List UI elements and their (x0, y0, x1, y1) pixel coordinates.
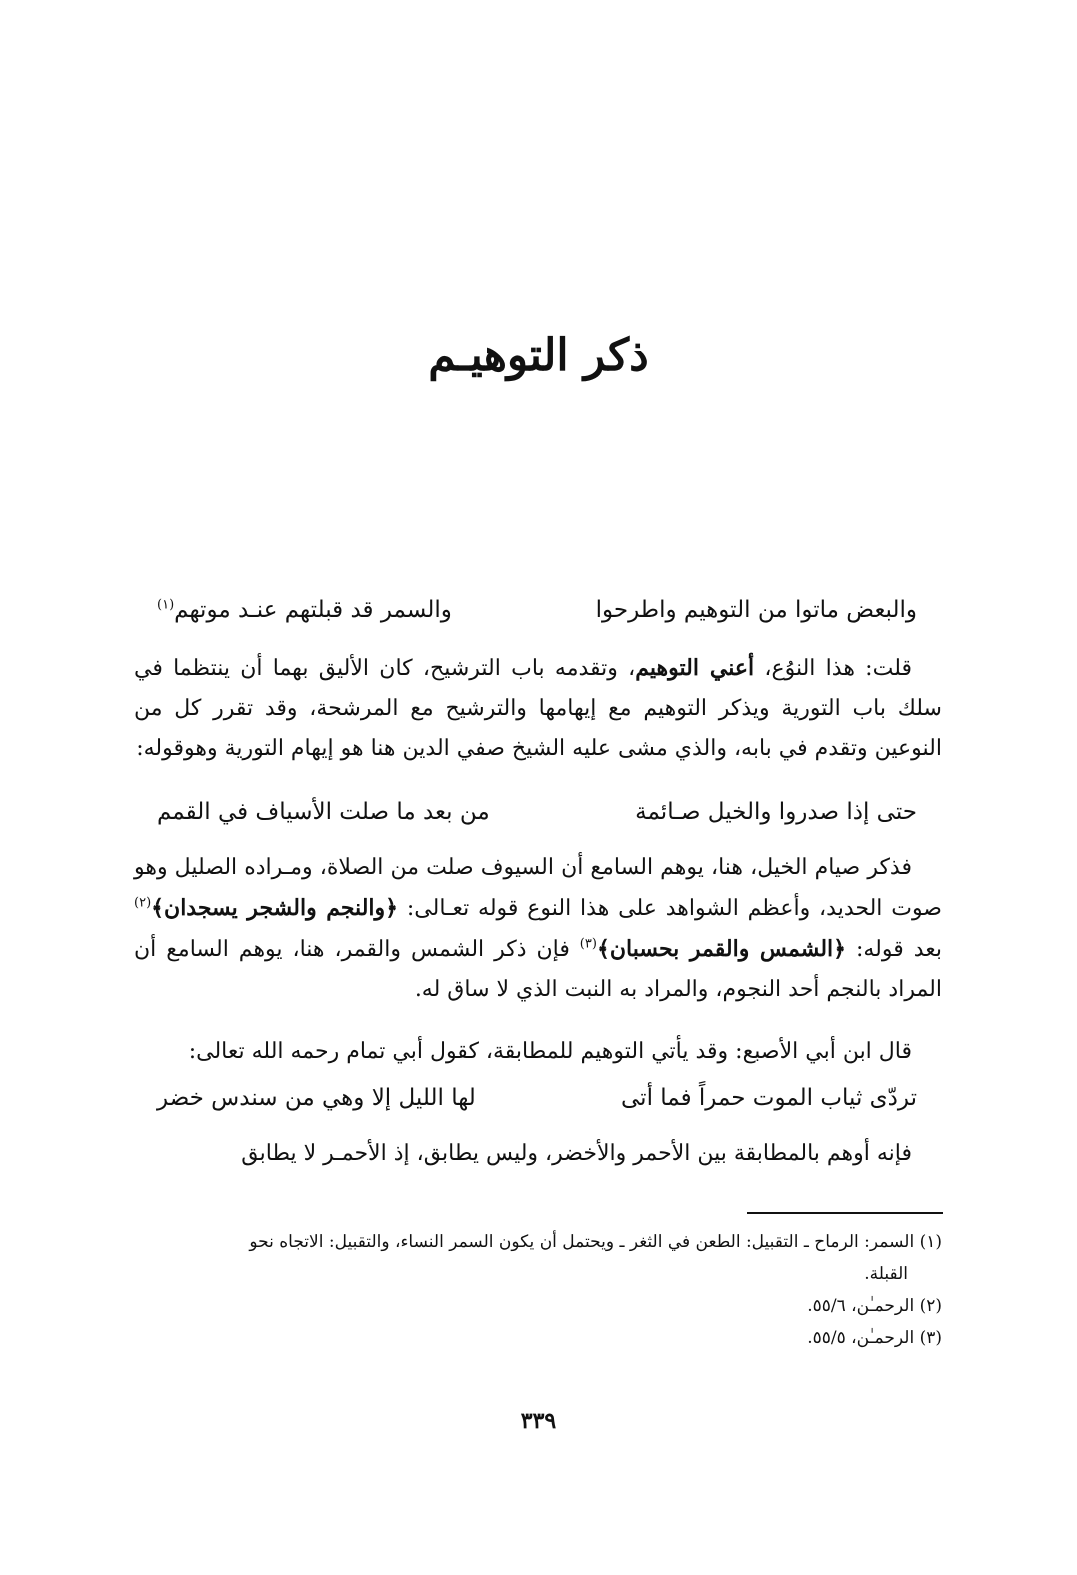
verse-1-first-hemistich: والبعض ماتوا من التوهيم واطرحوا (595, 597, 917, 623)
footnote-3: (٣) الرحمـٰن، ٥٥/٥. (807, 1328, 942, 1348)
footnote-ref-1[interactable]: (١) (157, 597, 175, 613)
footnote-1-continuation: القبلة. (864, 1264, 908, 1284)
footnote-ref-2[interactable]: (٢) (134, 895, 152, 911)
verse-2-first-hemistich: حتى إذا صدروا والخيل صـائمة (635, 799, 917, 825)
verse-line-2 (157, 790, 917, 834)
page-number: ٣٣٩ (520, 1408, 557, 1434)
verse-line-3 (157, 1076, 917, 1120)
footnote-separator (747, 1212, 943, 1214)
paragraph-2: فذكر صيام الخيل، هنا، يوهم السامع أن السيوف صلت من الصلاة، ومـراده الصليل وهو صوت الحديد، وأعظم الشواهد على هذا النوع قوله تعـالى: ﴿والنجم والشجر يسجدان﴾$^{(٢)}$ بعد قوله: ﴿الشمس والقمر بحسبان﴾$^{(٣)}$ فإن ذكر الشمس والقمر، هنا، يوهم السامع أن المراد بالنجم أحد النجوم، والمراد به النبت الذي لا ساق له. (134, 855, 943, 1002)
footnote-ref-3[interactable]: (٣) (579, 936, 597, 952)
paragraph-4: فإنه أوهم بالمطابقة بين الأحمر والأخضر، وليس يطابق، إذ الأحمـر لا يطابق (241, 1141, 912, 1166)
verse-2-second-hemistich: من بعد ما صلت الأسياف في القمم (157, 799, 490, 825)
paragraph-3: قال ابن أبي الأصبع: وقد يأتي التوهيم للمطابقة، كقول أبي تمام رحمه الله تعالى: (188, 1039, 912, 1064)
paragraph-1: قلت: هذا النوُع، أعني التوهيم، وتقدمه باب الترشيح، كان الأليق بهما أن ينتظما في سلك باب التورية ويذكر التوهيم مع إيهامها والترشيح مع المرشحة، وقد تقرر كل من النوعين وتقدم في بابه، والذي مشى عليه الشيخ صفي الدين هنا هو إيهام التورية وهوقوله: (134, 655, 942, 761)
chapter-title: ذكر التوهيـم (428, 330, 649, 381)
verse-1-second-hemistich: والسمر قد قبلتهم عنـد موتهم$^{(١)}$ (157, 597, 452, 623)
footnote-1: (١) السمر: الرماح ـ التقبيل: الطعن في الثغر ـ ويحتمل أن يكون السمر النساء، والتقبيل: الاتجاه نحو (249, 1232, 942, 1252)
bold-term: أعني التوهيم (635, 655, 755, 681)
verse-3-first-hemistich: تردّى ثياب الموت حمراً فما أتى (621, 1085, 917, 1111)
verse-3-second-hemistich: لها الليل إلا وهي من سندس خضر (157, 1085, 476, 1111)
footnote-2: (٢) الرحمـٰن، ٥٥/٦. (807, 1296, 942, 1316)
verse-line-1 (157, 588, 917, 632)
quran-quote-2: ﴿الشمس والقمر بحسبان﴾ (596, 936, 847, 962)
footnotes (134, 1226, 942, 1354)
quran-quote-1: ﴿والنجم والشجر يسجدان﴾ (151, 895, 399, 921)
